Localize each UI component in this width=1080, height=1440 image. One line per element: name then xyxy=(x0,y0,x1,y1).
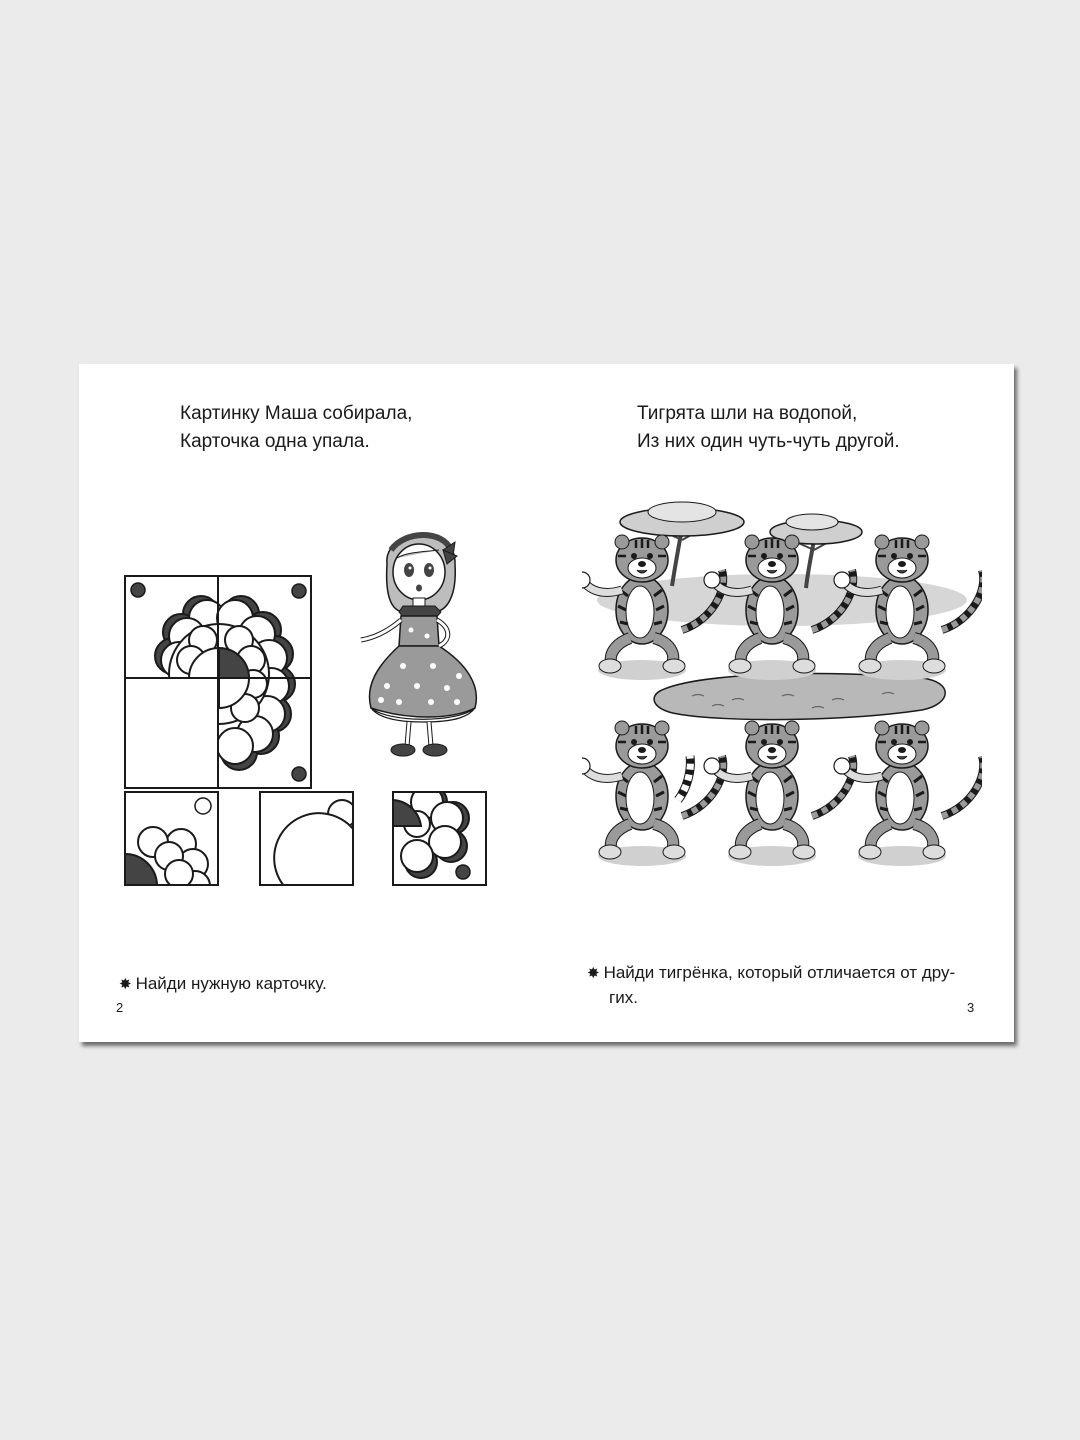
flower-puzzle xyxy=(123,574,323,794)
water-hole xyxy=(654,674,945,720)
book-spread xyxy=(79,364,1014,1042)
tiger-5-icon xyxy=(704,721,853,859)
right-poem xyxy=(637,400,900,456)
page-number-left: 2 xyxy=(116,1000,124,1015)
tiger-scene xyxy=(582,500,982,890)
page-number-right: 3 xyxy=(967,1000,975,1015)
right-poem-line-1: Тигрята шли на водопой, xyxy=(637,403,858,424)
right-task xyxy=(587,961,987,1010)
task-bullet-icon: ✸ xyxy=(587,965,600,982)
answer-card-2[interactable] xyxy=(258,790,356,888)
right-poem-line-2: Из них один чуть-чуть другой. xyxy=(637,431,900,452)
answer-card-3[interactable] xyxy=(391,790,489,888)
left-poem-line-1: Картинку Маша собирала, xyxy=(180,403,413,424)
answer-card-1[interactable] xyxy=(123,790,221,888)
task-bullet-icon: ✸ xyxy=(119,976,132,993)
left-poem xyxy=(180,400,412,456)
right-task-line-2: гих. xyxy=(609,988,638,1007)
tiger-6-icon xyxy=(834,721,982,859)
left-task-text: Найди нужную карточку. xyxy=(135,974,327,993)
left-poem-line-2: Карточка одна упала. xyxy=(180,431,370,452)
girl-illustration xyxy=(347,516,497,766)
tiger-4-icon xyxy=(582,721,723,859)
left-page xyxy=(79,364,546,1042)
right-page xyxy=(546,364,1014,1042)
right-task-line-1: Найди тигрёнка, который отличается от дру- xyxy=(603,963,956,982)
left-task xyxy=(119,972,327,997)
